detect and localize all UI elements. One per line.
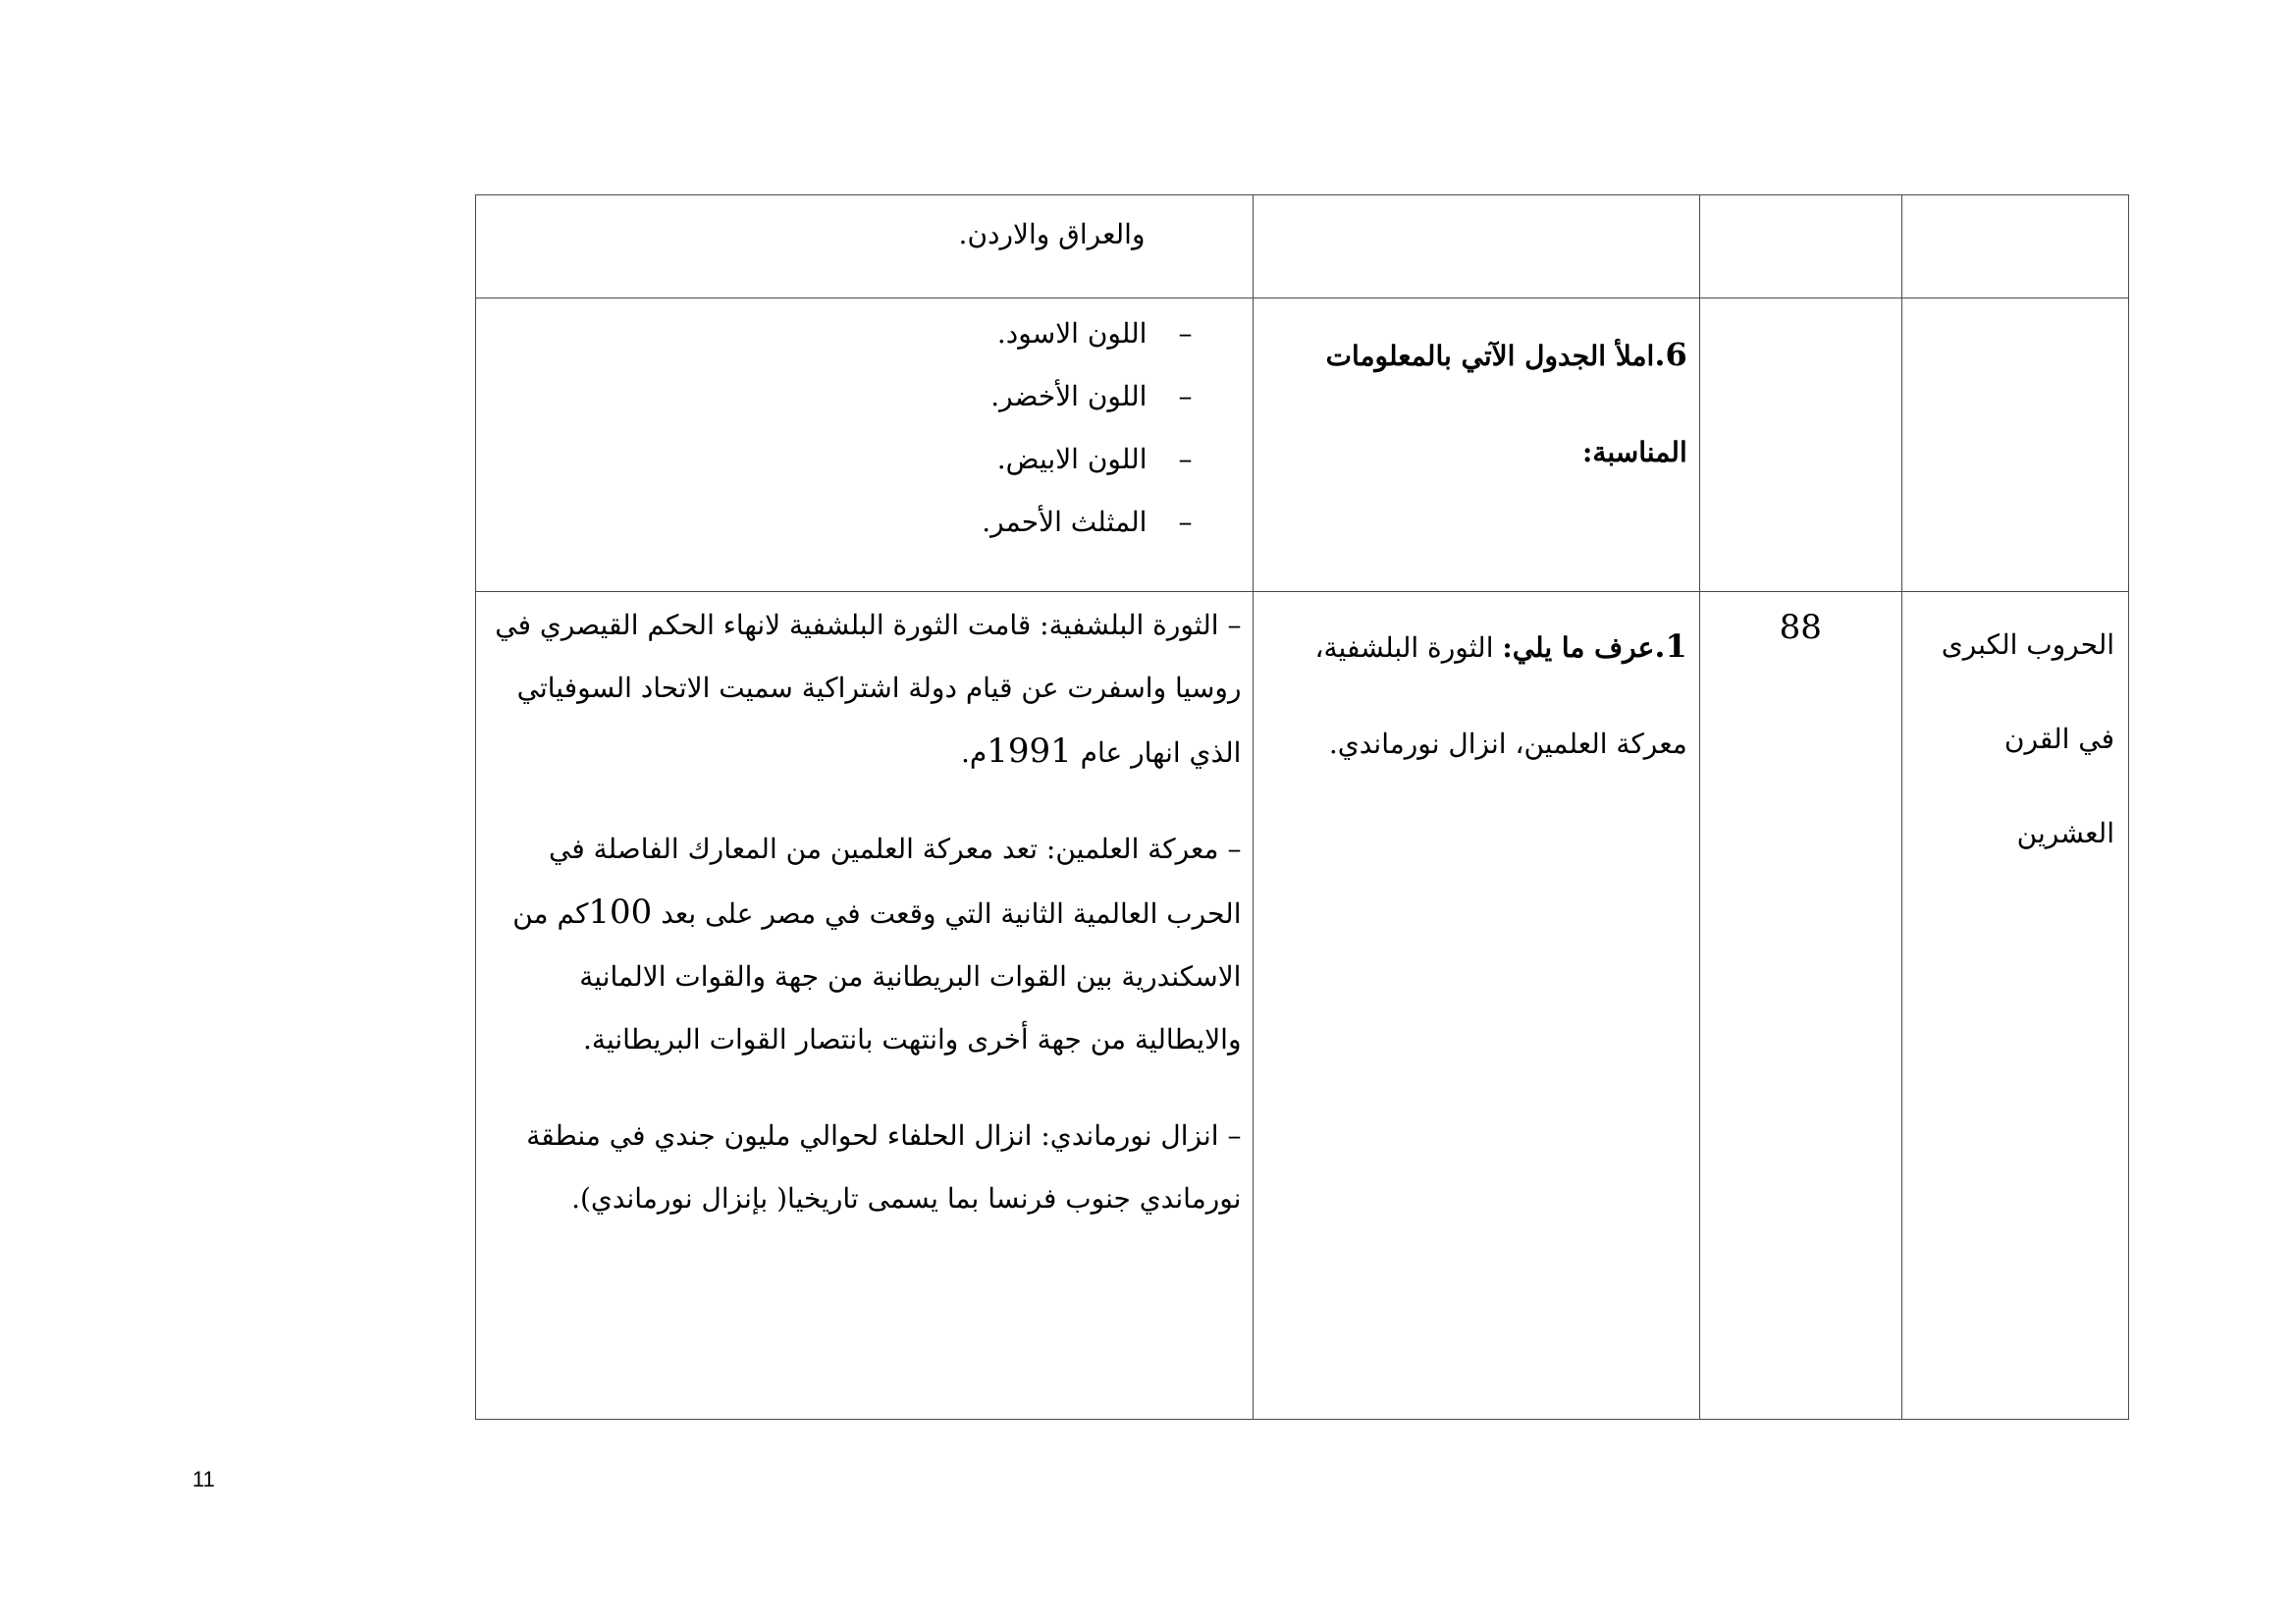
list-item xyxy=(476,491,1192,554)
topic-cell xyxy=(1901,592,2128,1420)
question-line-2: معركة العلمين، انزال نورماندي. xyxy=(1328,728,1687,760)
answer-paragraph-alamein xyxy=(476,816,1253,1071)
question-number: 6. xyxy=(1654,336,1687,373)
table-row xyxy=(476,298,2129,592)
question-text xyxy=(1254,592,1698,792)
paragraph-text: م. xyxy=(960,736,988,769)
question-bold: عرف ما يلي: xyxy=(1502,631,1655,664)
dash-marker: – xyxy=(1178,443,1193,475)
page-number: 11 xyxy=(192,1467,215,1491)
question-cell xyxy=(1254,298,1699,592)
answer-cell xyxy=(476,592,1254,1420)
page-reference: 88 xyxy=(1779,608,1822,647)
list-item xyxy=(476,428,1192,491)
topic-line-1: الحروب الكبرى xyxy=(1941,628,2114,661)
table-row xyxy=(476,195,2129,298)
question-cell xyxy=(1254,195,1699,298)
dash-marker: – xyxy=(1178,317,1193,350)
question-number: 1. xyxy=(1654,627,1687,665)
answer-list xyxy=(476,298,1253,554)
list-item-text: اللون الأخضر. xyxy=(990,380,1148,412)
lesson-table xyxy=(475,194,2129,1420)
answer-cell xyxy=(476,298,1254,592)
question-line-2: المناسبة: xyxy=(1581,436,1687,468)
question-line-1: املأ الجدول الآتي بالمعلومات xyxy=(1325,340,1655,372)
list-item-text: اللون الاسود. xyxy=(996,317,1148,350)
table-row xyxy=(476,592,2129,1420)
answer-paragraph-bolshevik xyxy=(476,592,1253,785)
list-item-text: اللون الابيض. xyxy=(996,443,1148,475)
topic-text xyxy=(1902,592,2128,881)
paragraph-text: – انزال نورماندي: انزال الحلفاء لحوالي مليون جندي في منطقة نورماندي جنوب فرنسا بما يسمى تاريخيا( بإنزال نورماندي). xyxy=(526,1119,1242,1215)
answer-cell xyxy=(476,195,1254,298)
list-item xyxy=(476,365,1192,428)
topic-line-2: في القرن xyxy=(2003,723,2114,755)
question-text xyxy=(1254,298,1698,501)
page-cell xyxy=(1699,298,1901,592)
year-number: 1991 xyxy=(987,731,1072,771)
list-item-text: المثلث الأحمر. xyxy=(982,506,1148,538)
topic-cell xyxy=(1901,298,2128,592)
answer-paragraph-normandy xyxy=(476,1103,1253,1230)
question-line-1-rest: الثورة البلشفية، xyxy=(1314,631,1503,664)
answer-text: والعراق والاردن. xyxy=(958,218,1146,250)
dash-marker: – xyxy=(1178,506,1193,538)
list-item xyxy=(476,302,1192,365)
paragraph-text: – الثورة البلشفية: قامت الثورة البلشفية لانهاء الحكم القيصري في روسيا واسفرت عن قيام دولة اشتراكية سميت الاتحاد السوفياتي الذي انهار عام xyxy=(495,609,1242,769)
dash-marker: – xyxy=(1178,380,1193,412)
paragraph-text: – معركة العلمين: تعد معركة العلمين من المعارك الفاصلة في الحرب العالمية الثانية التي وقعت في مصر على بعد xyxy=(549,833,1242,930)
page-cell xyxy=(1699,592,1901,1420)
topic-cell xyxy=(1901,195,2128,298)
topic-line-3: العشرين xyxy=(2016,817,2114,849)
page-cell xyxy=(1699,195,1901,298)
question-cell xyxy=(1254,592,1699,1420)
distance-number: 100 xyxy=(588,893,653,932)
paragraph-text: كم من الاسكندرية بين القوات البريطانية من جهة والقوات الالمانية والايطالية من جهة أخرى وانتهت بانتصار القوات البريطانية. xyxy=(512,897,1242,1056)
